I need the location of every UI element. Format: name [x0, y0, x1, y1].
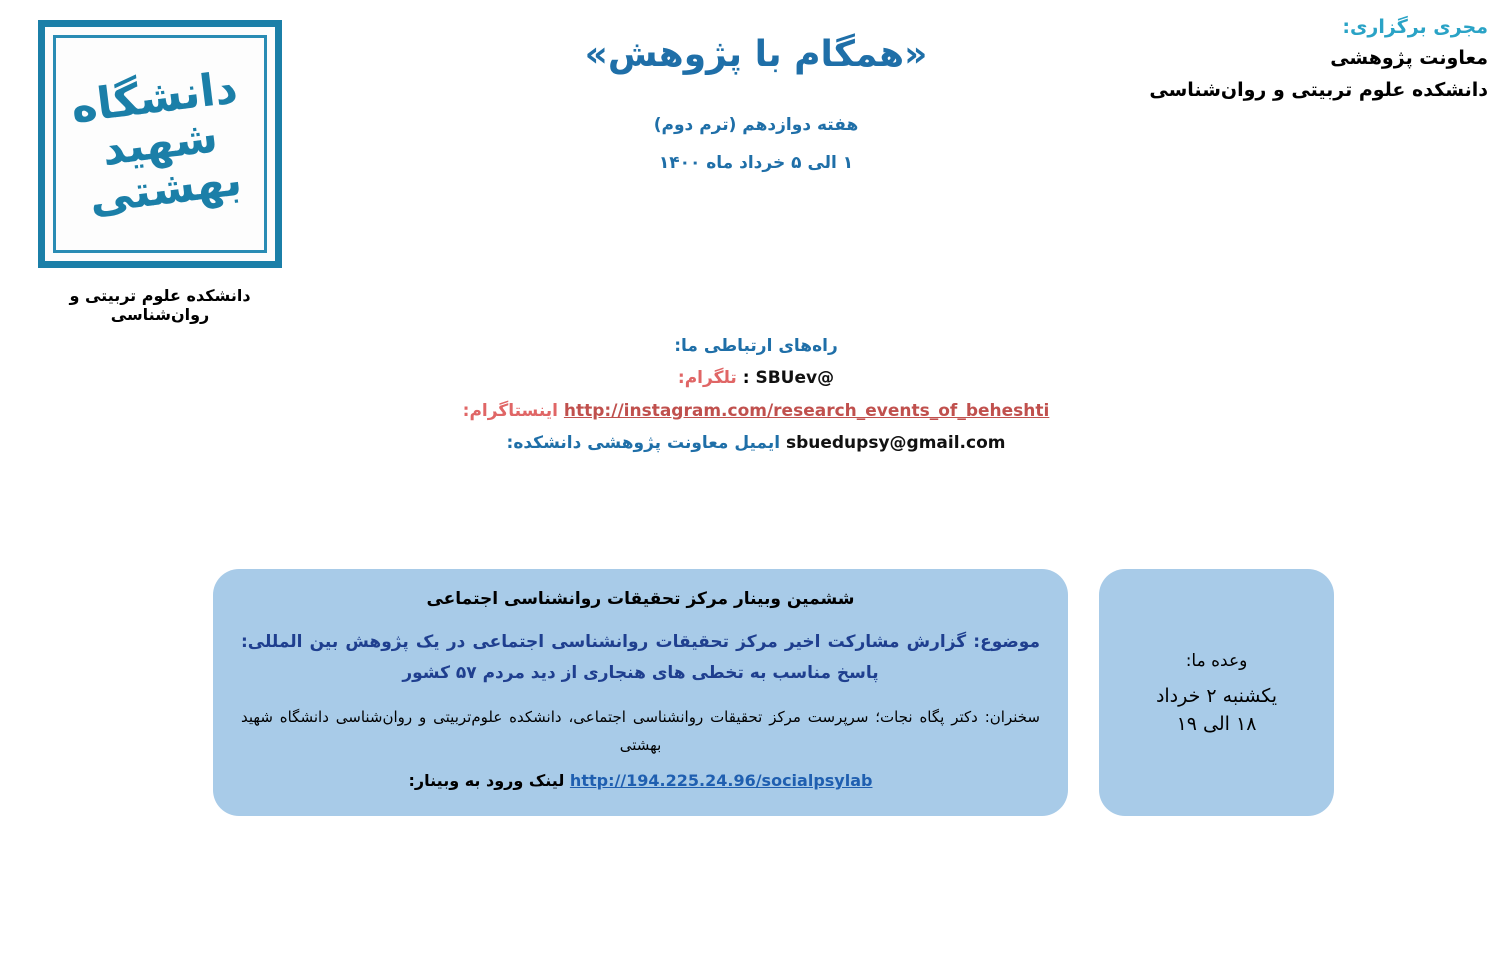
contact-row-instagram	[0, 395, 1512, 427]
session-title: ششمین وبینار مرکز تحقیقات روانشناسی اجتماعی	[426, 589, 855, 609]
organizer-block	[1149, 12, 1488, 106]
session-time-card	[1099, 569, 1334, 816]
logo-frame	[38, 20, 282, 268]
week-subtitle: هفته دوازدهم (ترم دوم)	[653, 115, 859, 135]
webinar-link-label: لینک ورود به وبینار:	[408, 771, 565, 791]
logo-calligraphy: دانشگاه شهید بهشتی	[68, 62, 245, 224]
logo-inner-frame	[53, 35, 267, 253]
date-range-subtitle: ۱ الی ۵ خرداد ماه ۱۴۰۰	[658, 153, 854, 173]
time-hours: ۱۸ الی ۱۹	[1176, 712, 1257, 735]
webinar-link[interactable]: http://194.225.24.96/socialpsylab	[569, 771, 873, 791]
telegram-label: تلگرام:	[677, 368, 737, 389]
university-logo-block	[34, 20, 286, 324]
instagram-link[interactable]: http://instagram.com/research_events_of_beheshti	[563, 400, 1050, 421]
session-card	[213, 569, 1068, 816]
contact-heading: راه‌های ارتباطی ما:	[674, 336, 838, 356]
contact-block	[0, 330, 1512, 459]
organizer-department: معاونت پژوهشی	[1330, 47, 1488, 70]
organizer-label: مجری برگزاری:	[1342, 16, 1488, 38]
contact-row-email	[0, 427, 1512, 459]
telegram-value[interactable]: @SBUev	[755, 368, 835, 389]
contact-row-telegram: @SBUev : تلگرام:	[677, 368, 835, 389]
logo-caption: دانشکده علوم تربیتی و روان‌شناسی	[69, 286, 251, 324]
organizer-faculty: دانشکده علوم تربیتی و روان‌شناسی	[1149, 78, 1488, 101]
session-link-row	[241, 771, 1040, 790]
instagram-label: اینستاگرام:	[462, 400, 558, 421]
email-label: ایمیل معاونت پژوهشی دانشکده:	[506, 432, 781, 453]
session-topic: موضوع: گزارش مشارکت اخیر مرکز تحقیقات روانشناسی اجتماعی در یک پژوهش بین المللی: پاسخ مناسب به تخطی های هنجاری از دید مردم ۵۷ کشور	[241, 632, 1040, 684]
session-speaker: سخنران: دکتر پگاه نجات؛ سرپرست مرکز تحقیقات روانشناسی اجتماعی، دانشکده علوم‌تربیتی و روان‌شناسی دانشگاه شهید بهشتی	[241, 707, 1040, 754]
email-value[interactable]: sbuedupsy@gmail.com	[785, 432, 1006, 453]
time-label: وعده ما:	[1185, 650, 1248, 671]
time-date: یکشنبه ۲ خرداد	[1155, 684, 1278, 707]
page-title: «همگام با پژوهش»	[584, 34, 928, 75]
